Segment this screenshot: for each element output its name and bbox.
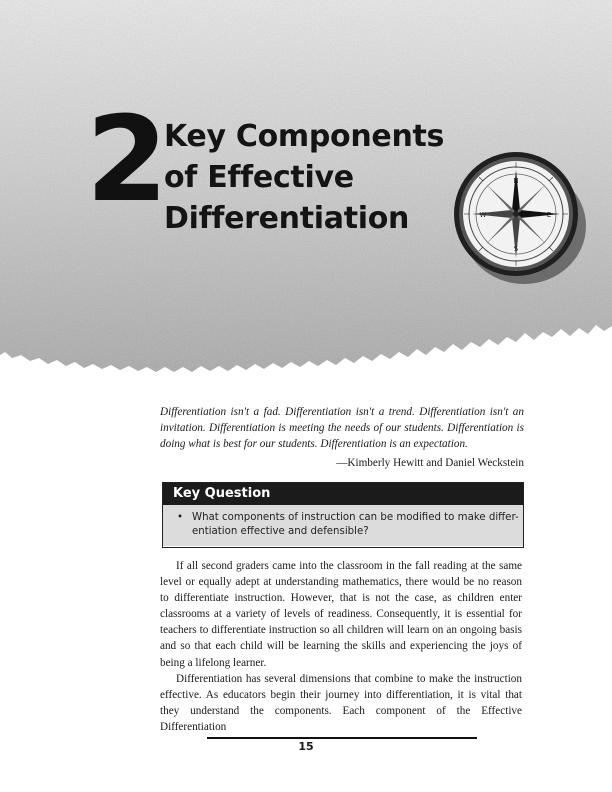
page-number: 15 — [298, 740, 314, 753]
epigraph-quote: Differentiation isn't a fad. Differentiation isn't a trend. Differentiation isn't an invitation. Differentiation is meeting the needs of our students. Differentiation is doing what is best for our students. Differentiation is an expectation. — [160, 406, 524, 450]
body-paragraph: Differentiation has several dimensions that combine to make the instruction effective. As educators begin their journey into differentiation, it is vital that they understand the components. Each component of the Effective Differentiation — [160, 672, 522, 733]
chapter-title-line: of Effective — [164, 160, 354, 195]
svg-text:W: W — [479, 211, 487, 219]
bullet-icon: • — [177, 512, 184, 523]
body-text — [160, 558, 522, 735]
key-question-body — [163, 505, 523, 546]
epigraph-attribution: —Kimberly Hewitt and Daniel Weckstein — [336, 457, 524, 469]
svg-text:S: S — [513, 245, 519, 253]
chapter-title-line: Differentiation — [164, 201, 410, 236]
chapter-title — [164, 116, 444, 239]
svg-text:E: E — [546, 211, 552, 219]
footer-rule — [207, 737, 477, 739]
svg-text:N: N — [513, 177, 519, 185]
key-question-line: What components of instruction can be modified to make differ- — [192, 512, 519, 523]
chapter-number: 2 — [86, 90, 165, 228]
key-question-line: entiation effective and defensible? — [192, 526, 369, 537]
compass-image — [450, 148, 590, 288]
key-question-box — [162, 482, 524, 548]
body-paragraph: If all second graders came into the classroom in the fall reading at the same level or equally adept at understanding mathematics, there would be no reason to differentiate instruction. However, that is not the case, as children enter classrooms at a variety of levels of readiness. Consequently, it is essential for teachers to differentiate instruction so all children will learn on an ongoing basis and so that each child will be learning the skills and experiencing the joys of being a lifelong learner. — [160, 560, 522, 669]
chapter-title-line: Key Components — [164, 119, 445, 154]
key-question-heading: Key Question — [163, 483, 523, 505]
